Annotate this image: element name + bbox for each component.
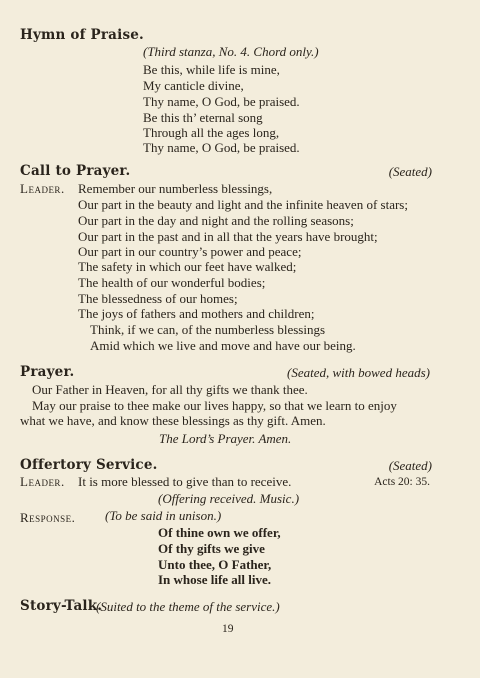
hymn-line: Through all the ages long, [143, 125, 280, 140]
response-line: In whose life all live. [158, 572, 272, 587]
prayer-line: Our Father in Heaven, for all thy gifts we thank thee. [32, 382, 308, 397]
response-line: Unto thee, O Father, [158, 557, 272, 572]
speaker-label-leader: Leader. [20, 181, 65, 196]
call-note: (Seated) [388, 164, 432, 179]
offertory-leader-text: It is more blessed to give than to receive. [78, 474, 292, 489]
hymn-line: Be this th’ eternal song [143, 110, 263, 125]
section-heading-offertory: Offertory Service. [20, 457, 158, 473]
section-heading-story: Story-Talk. [20, 598, 103, 614]
hymn-line: Thy name, O God, be praised. [143, 94, 300, 109]
call-line: The health of our wonderful bodies; [78, 275, 266, 290]
prayer-line: what we have, and know these blessings as thy gift. Amen. [20, 413, 326, 428]
prayer-note: (Seated, with bowed heads) [287, 365, 430, 380]
response-line: Of thy gifts we give [158, 541, 265, 556]
call-line: The joys of fathers and mothers and children; [78, 306, 315, 321]
hymn-line: Thy name, O God, be praised. [143, 140, 300, 155]
prayer-after: The Lord’s Prayer. Amen. [159, 431, 292, 446]
offertory-note: (Seated) [388, 458, 432, 473]
page-number: 19 [222, 623, 234, 635]
speaker-label-leader: Leader. [20, 474, 65, 489]
call-line: The safety in which our feet have walked; [78, 259, 297, 274]
offering-note: (Offering received. Music.) [158, 491, 300, 506]
prayer-line: May our praise to thee make our lives happy, so that we learn to enjoy [32, 398, 397, 413]
response-line: Of thine own we offer, [158, 525, 281, 540]
story-note: (Suited to the theme of the service.) [96, 599, 280, 614]
scripture-reference: Acts 20: 35. [374, 476, 430, 488]
call-line: Our part in the beauty and light and the infinite heaven of stars; [78, 197, 408, 212]
call-line: The blessedness of our homes; [78, 291, 238, 306]
hymn-line: My canticle divine, [143, 78, 244, 93]
call-line: Remember our numberless blessings, [78, 181, 273, 196]
section-heading-hymn: Hymn of Praise. [20, 27, 144, 43]
call-line: Our part in the past and in all that the years have brought; [78, 229, 378, 244]
section-heading-prayer: Prayer. [20, 364, 75, 380]
call-line: Amid which we live and move and have our being. [90, 338, 356, 353]
hymn-note: (Third stanza, No. 4. Chord only.) [143, 44, 319, 59]
call-line: Think, if we can, of the numberless blessings [90, 322, 326, 337]
call-line: Our part in our country’s power and peace; [78, 244, 302, 259]
section-heading-call: Call to Prayer. [20, 163, 131, 179]
hymn-line: Be this, while life is mine, [143, 62, 280, 77]
call-line: Our part in the day and night and the rolling seasons; [78, 213, 354, 228]
response-note: (To be said in unison.) [105, 508, 222, 523]
speaker-label-response: Response. [20, 510, 76, 525]
